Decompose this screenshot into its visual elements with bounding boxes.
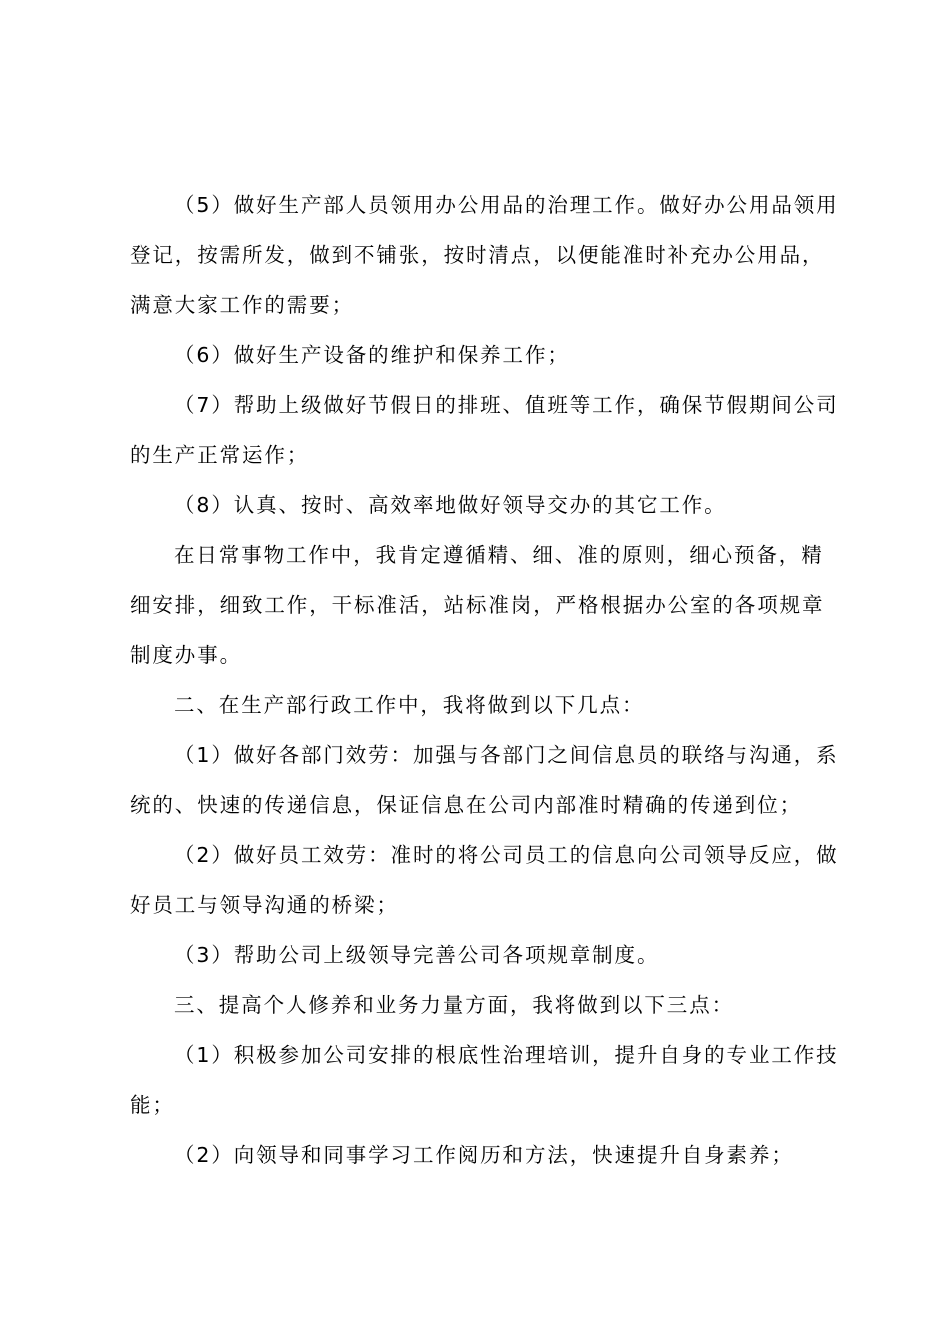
paragraph-line: （1）做好各部门效劳：加强与各部门之间信息员的联络与沟通，系: [174, 743, 839, 767]
paragraph-line: （5）做好生产部人员领用办公用品的治理工作。做好办公用品领用: [174, 193, 839, 217]
paragraph-line: 统的、快速的传递信息，保证信息在公司内部准时精确的传递到位；: [130, 793, 802, 817]
paragraph-line: 制度办事。: [130, 643, 242, 667]
paragraph-line: 好员工与领导沟通的桥梁；: [130, 893, 399, 917]
paragraph-line: （3）帮助公司上级领导完善公司各项规章制度。: [174, 943, 660, 967]
paragraph-line: 能；: [130, 1093, 175, 1117]
paragraph-line: 满意大家工作的需要；: [130, 293, 354, 317]
paragraph-line: 在日常事物工作中，我肯定遵循精、细、准的原则，细心预备，精: [174, 543, 824, 567]
paragraph-line: （8）认真、按时、高效率地做好领导交办的其它工作。: [174, 493, 727, 517]
paragraph-line: （1）积极参加公司安排的根底性治理培训，提升自身的专业工作技: [174, 1043, 839, 1067]
paragraph-line: 的生产正常运作；: [130, 443, 310, 467]
section-heading: 二、在生产部行政工作中，我将做到以下几点：: [174, 693, 645, 717]
paragraph-line: 细安排，细致工作，干标准活，站标准岗，严格根据办公室的各项规章: [130, 593, 825, 617]
paragraph-line: 登记，按需所发，做到不铺张，按时清点，以便能准时补充办公用品，: [130, 243, 825, 267]
paragraph-line: （2）做好员工效劳：准时的将公司员工的信息向公司领导反应，做: [174, 843, 839, 867]
paragraph-line: （2）向领导和同事学习工作阅历和方法，快速提升自身素养；: [174, 1143, 794, 1167]
section-heading: 三、提高个人修养和业务力量方面，我将做到以下三点：: [174, 993, 734, 1017]
paragraph-line: （7）帮助上级做好节假日的排班、值班等工作，确保节假期间公司: [174, 393, 839, 417]
paragraph-line: （6）做好生产设备的维护和保养工作；: [174, 343, 570, 367]
